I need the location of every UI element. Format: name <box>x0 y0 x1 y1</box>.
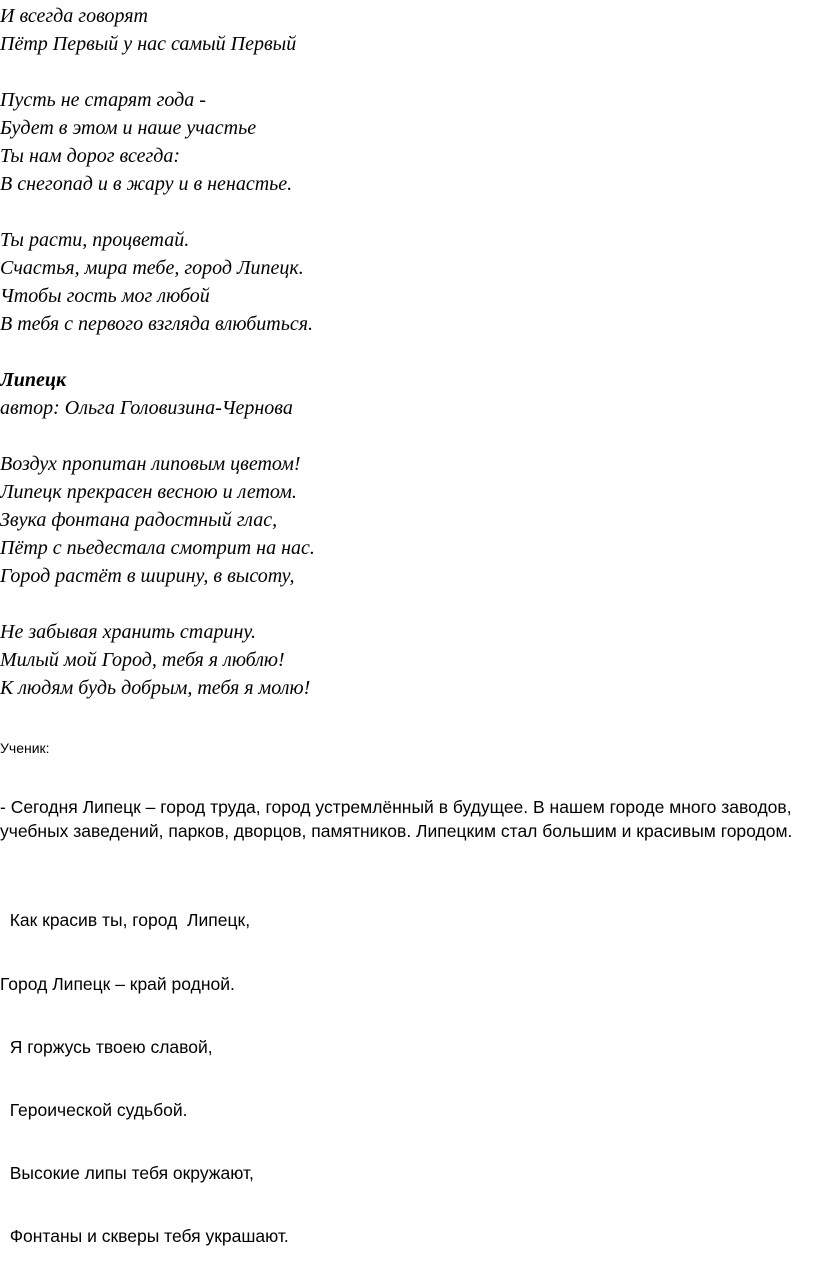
speaker-label: Ученик: <box>0 740 50 756</box>
poem-line: Ты нам дорог всегда: <box>0 145 181 167</box>
poem-line: Чтобы гость мог любой <box>0 285 210 307</box>
poem-line: В тебя с первого взгляда влюбиться. <box>0 313 314 335</box>
poem-line: Пусть не старят года - <box>0 89 206 111</box>
poem-line: Липецк прекрасен весною и летом. <box>0 481 297 503</box>
poem-line: Будет в этом и наше участье <box>0 117 257 139</box>
poem-author: автор: Ольга Головизина-Чернова <box>0 397 293 419</box>
poem-line: Звука фонтана радостный глас, <box>0 509 278 531</box>
poem-line: И всегда говорят <box>0 5 148 27</box>
poem-line: Счастья, мира тебе, город Липецк. <box>0 257 304 279</box>
poem-line: Пётр с пьедестала смотрит на нас. <box>0 537 315 559</box>
poem-line: К людям будь добрым, тебя я молю! <box>0 677 311 699</box>
poem-line: Ты расти, процветай. <box>0 229 190 251</box>
song-line: Героической судьбой. <box>0 1100 188 1120</box>
poem-line: Не забывая хранить старину. <box>0 621 257 643</box>
poem-title: Липецк <box>0 369 67 391</box>
poem-line: Милый мой Город, тебя я люблю! <box>0 649 285 671</box>
poem-line: Город растёт в ширину, в высоту, <box>0 565 295 587</box>
song-line: Я горжусь твоею славой, <box>0 1037 213 1057</box>
poem-line: Пётр Первый у нас самый Первый <box>0 33 297 55</box>
poem-line: Воздух пропитан липовым цветом! <box>0 453 301 475</box>
song-line: Высокие липы тебя окружают, <box>0 1163 254 1183</box>
song-line: Город Липецк – край родной. <box>0 974 235 994</box>
song-line: Как красив ты, город Липецк, <box>0 910 251 930</box>
narration-paragraph: - Сегодня Липецк – город труда, город устремлённый в будущее. В нашем городе много заводов, учебных заведений, парков, дворцов, памятников. Липецким стал большим и красивым городом. <box>0 797 793 841</box>
poem-line: В снегопад и в жару и в ненастье. <box>0 173 293 195</box>
song-line: Фонтаны и скверы тебя украшают. <box>0 1226 289 1246</box>
